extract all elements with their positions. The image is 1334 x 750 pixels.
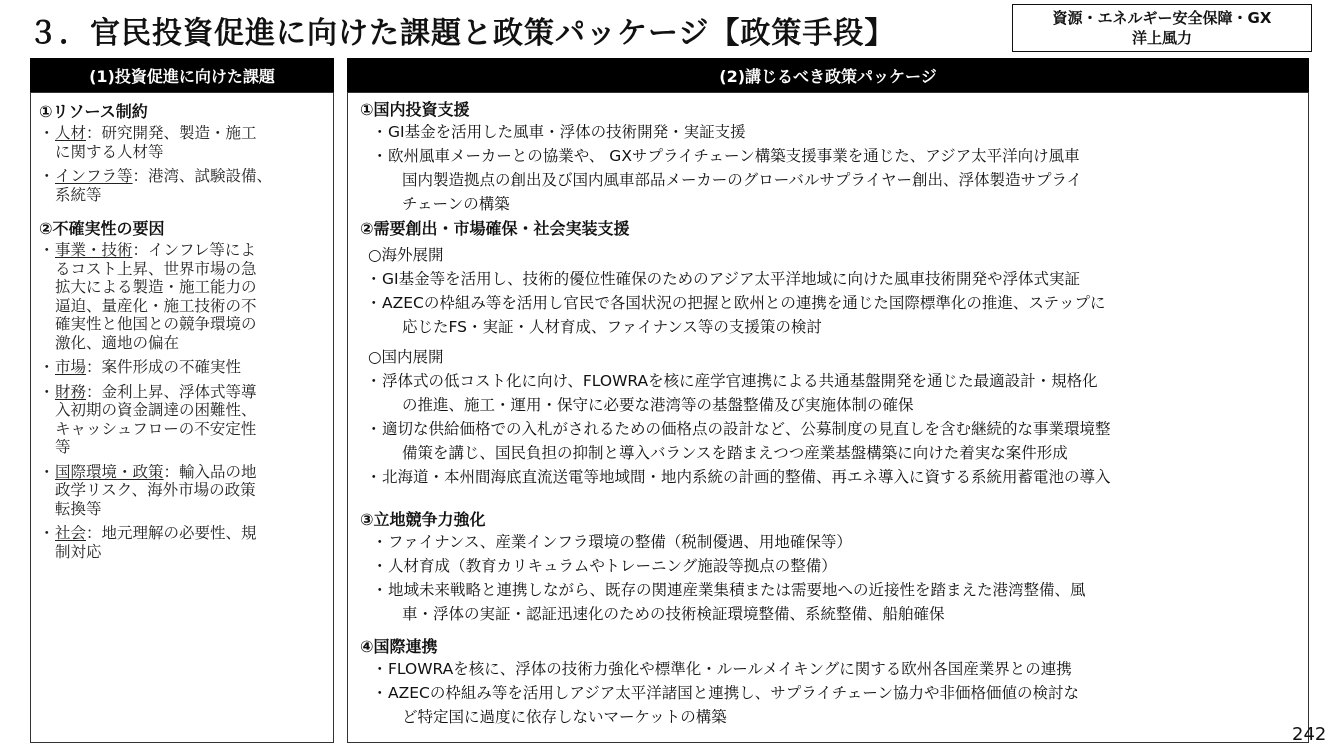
policy-item <box>360 417 1296 441</box>
challenge-item-text <box>55 241 325 352</box>
challenge-item-text <box>55 358 325 377</box>
challenge-item-line: るコスト上昇、世界市場の急 <box>55 259 257 278</box>
bullet-mark: ・ <box>372 660 388 678</box>
policy-item-continuation: チェーンの構築 <box>402 195 510 213</box>
policy-item-continuation: の推進、施工・運用・保守に必要な港湾等の基盤整備及び実施体制の確保 <box>402 396 914 414</box>
page-title: ３．官民投資促進に向けた課題と政策パッケージ【政策手段】 <box>28 16 896 51</box>
bullet-mark: ・ <box>372 123 388 141</box>
policy-section-title: ②需要創出・市場確保・社会実装支援 <box>360 219 630 238</box>
bullet-mark: ・ <box>39 524 55 542</box>
challenge-item-text <box>55 463 325 519</box>
policy-item-text: 適切な供給価格での入札がされるための価格点の設計など、公募制度の見直しを含む継続的な事業環境整 <box>382 420 1111 438</box>
challenge-item <box>39 463 325 519</box>
policy-item-text: 北海道・本州間海底直流送電等地域間・地内系統の計画的整備、再エネ導入に資する系統用蓄電池の導入 <box>382 468 1111 486</box>
challenge-item-line: 拡大による製造・施工能力の <box>55 278 257 296</box>
policy-item-continuation: 備策を講じ、国民負担の抑制と導入バランスを踏まえつつ産業基盤構築に向けた着実な案件形成 <box>402 444 1068 462</box>
bullet-mark: ・ <box>372 684 388 702</box>
challenge-item-text <box>55 524 325 561</box>
challenge-item-key: 社会 <box>55 524 87 542</box>
challenge-item-line: ：港湾、試験設備、 <box>132 167 273 185</box>
challenge-item-line: 入初期の資金調達の困難性、 <box>55 401 257 419</box>
bullet-mark: ・ <box>366 420 382 438</box>
left-panel-header: (1)投資促進に向けた課題 <box>30 58 334 92</box>
challenge-item-text <box>55 167 325 204</box>
challenge-item-line: 確実性と他国との競争環境の <box>55 315 257 333</box>
bullet-mark: ・ <box>39 241 55 259</box>
policy-item-continuation: 車・浮体の実証・認証迅速化のための技術検証環境整備、系統整備、船舶確保 <box>402 605 945 623</box>
policy-section-title: ④国際連携 <box>360 637 438 656</box>
bullet-mark: ・ <box>366 270 382 288</box>
bullet-mark: ・ <box>39 124 55 142</box>
policy-item-text: AZECの枠組み等を活用し官民で各国状況の把握と欧州との連携を通じた国際標準化の推進、ステップに <box>382 294 1106 312</box>
bullet-mark: ・ <box>39 358 55 376</box>
bullet-mark: ・ <box>366 294 382 312</box>
challenge-item-key: 人材 <box>55 124 87 142</box>
policy-item-text: AZECの枠組み等を活用しアジア太平洋諸国と連携し、サプライチェーン協力や非価格価値の検討な <box>388 684 1079 702</box>
challenge-item-line: 逼迫、量産化・施工技術の不 <box>55 296 257 315</box>
bullet-mark: ・ <box>39 167 55 185</box>
policy-item-text: 浮体式の低コスト化に向け、FLOWRAを核に産学官連携による共通基盤開発を通じた最適設計・規格化 <box>382 372 1098 390</box>
bullet-mark: ・ <box>39 382 55 401</box>
policy-item-text: ファイナンス、産業インフラ環境の整備（税制優遇、用地確保等） <box>388 533 852 551</box>
bullet-mark: ・ <box>372 581 388 599</box>
policy-item-continuation: 応じたFS・実証・人材育成、ファイナンス等の支援策の検討 <box>402 318 822 336</box>
challenge-item-key: 国際環境・政策 <box>55 462 164 481</box>
challenge-item-line: キャッシュフローの不安定性 <box>55 419 257 438</box>
policy-item <box>360 465 1296 489</box>
challenge-item-text <box>55 124 325 161</box>
policy-section-title: ③立地競争力強化 <box>360 510 486 529</box>
challenge-item-line: 制対応 <box>55 542 102 561</box>
challenge-item-line: 激化、適地の偏在 <box>55 333 180 352</box>
challenge-item-line: ：インフレ等によ <box>132 241 256 259</box>
challenge-item <box>39 124 325 161</box>
bullet-mark: ・ <box>39 462 55 481</box>
policy-item <box>360 144 1296 168</box>
challenge-item-line: 系統等 <box>55 185 102 204</box>
policy-item-text: 人材育成（教育カリキュラムやトレーニング施設等拠点の整備） <box>388 557 837 575</box>
challenge-item-text <box>55 383 325 457</box>
challenge-item <box>39 241 325 352</box>
policy-item <box>360 554 1296 578</box>
challenge-item <box>39 524 325 561</box>
policy-item <box>360 578 1296 602</box>
challenges-panel <box>30 92 334 743</box>
policy-item <box>360 530 1296 554</box>
policy-item-continuation: ど特定国に過度に依存しないマーケットの構築 <box>402 708 727 726</box>
challenge-item <box>39 383 325 457</box>
challenge-section-title: ②不確実性の要因 <box>39 219 165 238</box>
bullet-mark: ・ <box>372 147 388 165</box>
bullet-mark: ・ <box>366 468 382 486</box>
challenge-item-line: 転換等 <box>55 499 102 518</box>
policy-item-text: FLOWRAを核に、浮体の技術力強化や標準化・ルールメイキングに関する欧州各国産業界との連携 <box>388 660 1072 678</box>
challenge-section-title: ①リソース制約 <box>39 102 148 121</box>
policy-item-text: 欧州風車メーカーとの協業や、 GXサプライチェーン構築支援事業を通じた、アジア太平洋向け風車 <box>388 147 1080 165</box>
category-tag-line1: 資源・エネルギー安全保障・GX <box>1052 9 1272 27</box>
policy-package-panel <box>347 92 1309 743</box>
challenge-item-line: ：地元理解の必要性、規 <box>86 524 257 542</box>
policy-subheading: ○海外展開 <box>368 246 444 264</box>
challenge-item-line: ：案件形成の不確実性 <box>86 358 242 376</box>
policy-section-title: ①国内投資支援 <box>360 100 470 119</box>
policy-item-continuation: 国内製造拠点の創出及び国内風車部品メーカーのグローバルサプライヤー創出、浮体製造サプライ <box>402 171 1082 189</box>
bullet-mark: ・ <box>372 557 388 575</box>
policy-subheading: ○国内展開 <box>368 348 444 366</box>
page-number: 242 <box>1292 724 1327 745</box>
policy-item <box>360 369 1296 393</box>
challenge-item-line: に関する人材等 <box>55 142 164 161</box>
challenge-item <box>39 167 325 204</box>
policy-item <box>360 291 1296 315</box>
policy-item-text: GI基金等を活用し、技術的優位性確保のためのアジア太平洋地域に向けた風車技術開発や浮体式実証 <box>382 270 1080 288</box>
challenge-item-line: ：輸入品の地 <box>163 462 257 481</box>
policy-item <box>360 657 1296 681</box>
challenge-item-key: インフラ等 <box>55 167 133 185</box>
bullet-mark: ・ <box>366 372 382 390</box>
challenge-item-line: 政学リスク、海外市場の政策 <box>55 481 256 499</box>
policy-item <box>360 267 1296 291</box>
challenge-item-line: ：金利上昇、浮体式等導 <box>86 382 257 401</box>
bullet-mark: ・ <box>372 533 388 551</box>
policy-item <box>360 681 1296 705</box>
policy-item-text: 地域未来戦略と連携しながら、既存の関連産業集積または需要地への近接性を踏まえた港湾整備、風 <box>388 581 1086 599</box>
challenge-item <box>39 358 325 377</box>
category-tag-line2: 洋上風力 <box>1131 29 1192 47</box>
policy-item <box>360 120 1296 144</box>
policy-item-text: GI基金を活用した風車・浮体の技術開発・実証支援 <box>388 123 746 141</box>
challenge-item-line: 等 <box>55 438 71 456</box>
challenge-item-line: ：研究開発、製造・施工 <box>86 124 257 142</box>
challenge-item-key: 財務 <box>55 382 87 401</box>
challenge-item-key: 事業・技術 <box>55 241 133 259</box>
challenge-item-key: 市場 <box>55 358 87 376</box>
category-tag <box>1012 4 1312 52</box>
right-panel-header: (2)講じるべき政策パッケージ <box>347 58 1309 92</box>
